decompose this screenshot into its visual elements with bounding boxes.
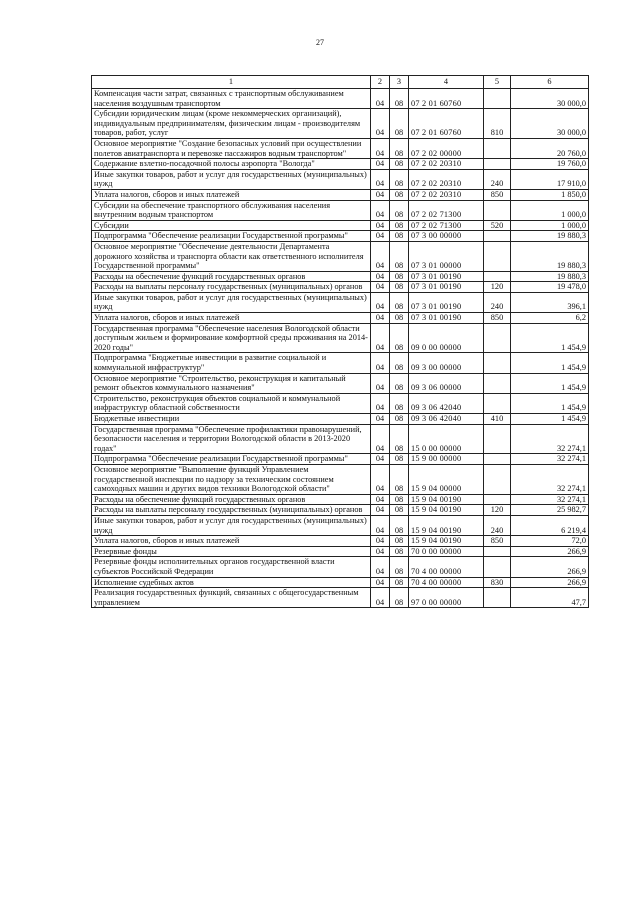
row-subsection: 08 — [390, 282, 409, 293]
table-row — [92, 515, 589, 535]
row-name: Подпрограмма "Бюджетные инвестиции в развитие социальной и коммунальной инфраструктур" — [92, 353, 371, 373]
row-subsection: 08 — [390, 393, 409, 413]
row-amount: 1 454,9 — [511, 323, 589, 353]
table-row — [92, 353, 589, 373]
row-target-article: 70 4 00 00000 — [409, 557, 484, 577]
row-section: 04 — [371, 271, 390, 282]
row-amount: 19 880,3 — [511, 231, 589, 242]
row-expense-type — [484, 89, 511, 109]
row-subsection: 08 — [390, 373, 409, 393]
row-subsection: 08 — [390, 505, 409, 516]
row-subsection: 08 — [390, 241, 409, 271]
header-col-6: 6 — [511, 76, 589, 89]
row-section: 04 — [371, 557, 390, 577]
row-name: Расходы на выплаты персоналу государственных (муниципальных) органов — [92, 282, 371, 293]
row-name: Бюджетные инвестиции — [92, 414, 371, 425]
row-name: Резервные фонды — [92, 546, 371, 557]
row-amount: 30 000,0 — [511, 109, 589, 139]
table-row — [92, 454, 589, 465]
row-name: Субсидии юридическим лицам (кроме некоммерческих организаций), индивидуальным предпринимателям, физическим лицам - производителям товаров, работ, услуг — [92, 109, 371, 139]
row-target-article: 07 2 02 20310 — [409, 169, 484, 189]
row-section: 04 — [371, 159, 390, 170]
row-subsection: 08 — [390, 220, 409, 231]
row-subsection: 08 — [390, 464, 409, 494]
row-name: Иные закупки товаров, работ и услуг для государственных (муниципальных) нужд — [92, 292, 371, 312]
row-amount: 6 219,4 — [511, 515, 589, 535]
header-col-2: 2 — [371, 76, 390, 89]
row-section: 04 — [371, 577, 390, 588]
table-body — [92, 89, 589, 608]
row-section: 04 — [371, 89, 390, 109]
row-expense-type — [484, 241, 511, 271]
row-target-article: 15 9 04 00190 — [409, 494, 484, 505]
row-amount: 1 000,0 — [511, 200, 589, 220]
row-expense-type: 810 — [484, 109, 511, 139]
row-name: Расходы на выплаты персоналу государственных (муниципальных) органов — [92, 505, 371, 516]
row-expense-type — [484, 454, 511, 465]
table-row — [92, 109, 589, 139]
row-amount: 19 880,3 — [511, 271, 589, 282]
row-target-article: 07 3 01 00190 — [409, 282, 484, 293]
row-name: Уплата налогов, сборов и иных платежей — [92, 313, 371, 324]
row-amount: 1 454,9 — [511, 414, 589, 425]
row-amount: 1 000,0 — [511, 220, 589, 231]
row-section: 04 — [371, 138, 390, 158]
row-name: Иные закупки товаров, работ и услуг для государственных (муниципальных) нужд — [92, 169, 371, 189]
row-section: 04 — [371, 169, 390, 189]
row-name: Иные закупки товаров, работ и услуг для государственных (муниципальных) нужд — [92, 515, 371, 535]
row-section: 04 — [371, 393, 390, 413]
table-row — [92, 313, 589, 324]
row-section: 04 — [371, 536, 390, 547]
table-row — [92, 241, 589, 271]
row-target-article: 97 0 00 00000 — [409, 588, 484, 608]
row-section: 04 — [371, 424, 390, 454]
row-target-article: 09 3 06 00000 — [409, 373, 484, 393]
row-expense-type — [484, 231, 511, 242]
row-name: Основное мероприятие "Строительство, реконструкция и капитальный ремонт объектов коммунального назначения" — [92, 373, 371, 393]
row-subsection: 08 — [390, 169, 409, 189]
row-section: 04 — [371, 231, 390, 242]
table-row — [92, 200, 589, 220]
table-row — [92, 89, 589, 109]
row-name: Расходы на обеспечение функций государственных органов — [92, 271, 371, 282]
row-expense-type — [484, 271, 511, 282]
row-target-article: 15 9 04 00000 — [409, 464, 484, 494]
table-row — [92, 577, 589, 588]
row-subsection: 08 — [390, 231, 409, 242]
table-row — [92, 546, 589, 557]
row-name: Основное мероприятие "Создание безопасных условий при осуществлении полетов авиатранспорта и перевозке пассажиров водным транспортом" — [92, 138, 371, 158]
table-row — [92, 557, 589, 577]
row-target-article: 07 2 01 60760 — [409, 109, 484, 139]
header-col-1: 1 — [92, 76, 371, 89]
table-row — [92, 282, 589, 293]
table-row — [92, 414, 589, 425]
row-expense-type — [484, 557, 511, 577]
table-row — [92, 323, 589, 353]
row-amount: 20 760,0 — [511, 138, 589, 158]
table-row — [92, 494, 589, 505]
table-row — [92, 220, 589, 231]
row-amount: 72,0 — [511, 536, 589, 547]
row-section: 04 — [371, 515, 390, 535]
row-target-article: 07 2 02 71300 — [409, 220, 484, 231]
table-row — [92, 393, 589, 413]
row-subsection: 08 — [390, 588, 409, 608]
row-name: Исполнение судебных актов — [92, 577, 371, 588]
row-amount: 266,9 — [511, 577, 589, 588]
row-section: 04 — [371, 292, 390, 312]
table-row — [92, 159, 589, 170]
row-section: 04 — [371, 505, 390, 516]
row-name: Строительство, реконструкция объектов социальной и коммунальной инфраструктур областной собственности — [92, 393, 371, 413]
row-expense-type: 850 — [484, 536, 511, 547]
row-target-article: 70 0 00 00000 — [409, 546, 484, 557]
table-row — [92, 169, 589, 189]
row-section: 04 — [371, 588, 390, 608]
row-name: Основное мероприятие "Обеспечение деятельности Департамента дорожного хозяйства и транспорта области как ответственного исполнителя Государственной программы" — [92, 241, 371, 271]
row-section: 04 — [371, 546, 390, 557]
row-subsection: 08 — [390, 536, 409, 547]
table-row — [92, 464, 589, 494]
row-subsection: 08 — [390, 292, 409, 312]
row-amount: 6,2 — [511, 313, 589, 324]
row-name: Реализация государственных функций, связанных с общегосударственным управлением — [92, 588, 371, 608]
row-expense-type — [484, 138, 511, 158]
row-section: 04 — [371, 373, 390, 393]
row-target-article: 70 4 00 00000 — [409, 577, 484, 588]
row-subsection: 08 — [390, 323, 409, 353]
table-row — [92, 424, 589, 454]
row-name: Содержание взлетно-посадочной полосы аэропорта "Вологда" — [92, 159, 371, 170]
table-row — [92, 588, 589, 608]
row-name: Резервные фонды исполнительных органов государственной власти субъектов Российской Федерации — [92, 557, 371, 577]
row-expense-type — [484, 393, 511, 413]
row-expense-type — [484, 494, 511, 505]
row-name: Уплата налогов, сборов и иных платежей — [92, 536, 371, 547]
row-section: 04 — [371, 200, 390, 220]
row-name: Подпрограмма "Обеспечение реализации Государственной программы" — [92, 231, 371, 242]
row-section: 04 — [371, 323, 390, 353]
row-expense-type — [484, 373, 511, 393]
row-expense-type — [484, 588, 511, 608]
page-number: 27 — [316, 38, 324, 47]
row-target-article: 15 9 00 00000 — [409, 454, 484, 465]
row-amount: 1 850,0 — [511, 189, 589, 200]
row-name: Расходы на обеспечение функций государственных органов — [92, 494, 371, 505]
row-amount: 17 910,0 — [511, 169, 589, 189]
row-subsection: 08 — [390, 557, 409, 577]
row-name: Государственная программа "Обеспечение профилактики правонарушений, безопасности населения и территории Вологодской области в 2013-2020 годах" — [92, 424, 371, 454]
row-subsection: 08 — [390, 271, 409, 282]
row-name: Государственная программа "Обеспечение населения Вологодской области доступным жильем и формирование комфортной среды проживания на 2014-2020 годы" — [92, 323, 371, 353]
budget-table — [91, 75, 589, 608]
row-amount: 19 760,0 — [511, 159, 589, 170]
row-subsection: 08 — [390, 200, 409, 220]
row-section: 04 — [371, 109, 390, 139]
row-expense-type: 410 — [484, 414, 511, 425]
row-amount: 266,9 — [511, 546, 589, 557]
row-expense-type — [484, 546, 511, 557]
row-target-article: 07 2 02 20310 — [409, 159, 484, 170]
row-target-article: 09 3 06 42040 — [409, 393, 484, 413]
table-row — [92, 189, 589, 200]
row-expense-type — [484, 424, 511, 454]
row-amount: 32 274,1 — [511, 424, 589, 454]
table-row — [92, 536, 589, 547]
row-expense-type: 850 — [484, 313, 511, 324]
row-section: 04 — [371, 189, 390, 200]
row-name: Подпрограмма "Обеспечение реализации Государственной программы" — [92, 454, 371, 465]
table-row — [92, 292, 589, 312]
row-section: 04 — [371, 282, 390, 293]
row-target-article: 07 3 01 00000 — [409, 241, 484, 271]
row-name: Компенсация части затрат, связанных с транспортным обслуживанием населения воздушным транспортом — [92, 89, 371, 109]
row-target-article: 15 9 04 00190 — [409, 536, 484, 547]
row-amount: 1 454,9 — [511, 393, 589, 413]
row-subsection: 08 — [390, 414, 409, 425]
row-amount: 47,7 — [511, 588, 589, 608]
row-target-article: 07 2 02 20310 — [409, 189, 484, 200]
row-subsection: 08 — [390, 353, 409, 373]
row-expense-type: 240 — [484, 515, 511, 535]
table-header-row — [92, 76, 589, 89]
table-row — [92, 231, 589, 242]
row-target-article: 15 9 04 00190 — [409, 505, 484, 516]
row-subsection: 08 — [390, 494, 409, 505]
row-target-article: 15 0 00 00000 — [409, 424, 484, 454]
row-target-article: 07 3 01 00190 — [409, 292, 484, 312]
row-expense-type — [484, 200, 511, 220]
row-subsection: 08 — [390, 577, 409, 588]
header-col-3: 3 — [390, 76, 409, 89]
row-target-article: 09 3 00 00000 — [409, 353, 484, 373]
row-amount: 25 982,7 — [511, 505, 589, 516]
row-amount: 32 274,1 — [511, 454, 589, 465]
table-row — [92, 373, 589, 393]
row-expense-type: 830 — [484, 577, 511, 588]
row-subsection: 08 — [390, 546, 409, 557]
row-amount: 396,1 — [511, 292, 589, 312]
row-amount: 1 454,9 — [511, 373, 589, 393]
row-expense-type: 520 — [484, 220, 511, 231]
table-row — [92, 505, 589, 516]
row-name: Основное мероприятие "Выполнение функций Управлением государственной инспекции по надзору за техническим состоянием самоходных машин и других видов техники Вологодской области" — [92, 464, 371, 494]
row-subsection: 08 — [390, 159, 409, 170]
row-subsection: 08 — [390, 138, 409, 158]
row-name: Уплата налогов, сборов и иных платежей — [92, 189, 371, 200]
row-target-article: 15 9 04 00190 — [409, 515, 484, 535]
row-expense-type — [484, 353, 511, 373]
row-expense-type: 120 — [484, 505, 511, 516]
row-section: 04 — [371, 353, 390, 373]
row-amount: 1 454,9 — [511, 353, 589, 373]
row-amount: 266,9 — [511, 557, 589, 577]
row-amount: 19 880,3 — [511, 241, 589, 271]
row-section: 04 — [371, 241, 390, 271]
row-target-article: 07 3 01 00190 — [409, 271, 484, 282]
row-section: 04 — [371, 464, 390, 494]
row-amount: 19 478,0 — [511, 282, 589, 293]
row-amount: 32 274,1 — [511, 464, 589, 494]
row-name: Субсидии на обеспечение транспортного обслуживания населения внутренним водным транспортом — [92, 200, 371, 220]
row-subsection: 08 — [390, 424, 409, 454]
row-subsection: 08 — [390, 189, 409, 200]
row-amount: 32 274,1 — [511, 494, 589, 505]
row-section: 04 — [371, 220, 390, 231]
row-name: Субсидии — [92, 220, 371, 231]
table-row — [92, 271, 589, 282]
row-target-article: 09 0 00 00000 — [409, 323, 484, 353]
row-section: 04 — [371, 494, 390, 505]
row-target-article: 07 2 02 00000 — [409, 138, 484, 158]
row-section: 04 — [371, 414, 390, 425]
row-expense-type: 850 — [484, 189, 511, 200]
row-target-article: 07 3 01 00190 — [409, 313, 484, 324]
row-subsection: 08 — [390, 313, 409, 324]
header-col-4: 4 — [409, 76, 484, 89]
row-amount: 30 000,0 — [511, 89, 589, 109]
row-target-article: 07 2 01 60760 — [409, 89, 484, 109]
row-expense-type — [484, 323, 511, 353]
table-row — [92, 138, 589, 158]
row-target-article: 07 3 00 00000 — [409, 231, 484, 242]
header-col-5: 5 — [484, 76, 511, 89]
row-expense-type: 240 — [484, 169, 511, 189]
row-subsection: 08 — [390, 454, 409, 465]
row-target-article: 07 2 02 71300 — [409, 200, 484, 220]
row-subsection: 08 — [390, 109, 409, 139]
row-section: 04 — [371, 454, 390, 465]
row-expense-type — [484, 464, 511, 494]
row-target-article: 09 3 06 42040 — [409, 414, 484, 425]
row-subsection: 08 — [390, 89, 409, 109]
row-subsection: 08 — [390, 515, 409, 535]
row-expense-type: 240 — [484, 292, 511, 312]
row-section: 04 — [371, 313, 390, 324]
row-expense-type — [484, 159, 511, 170]
row-expense-type: 120 — [484, 282, 511, 293]
